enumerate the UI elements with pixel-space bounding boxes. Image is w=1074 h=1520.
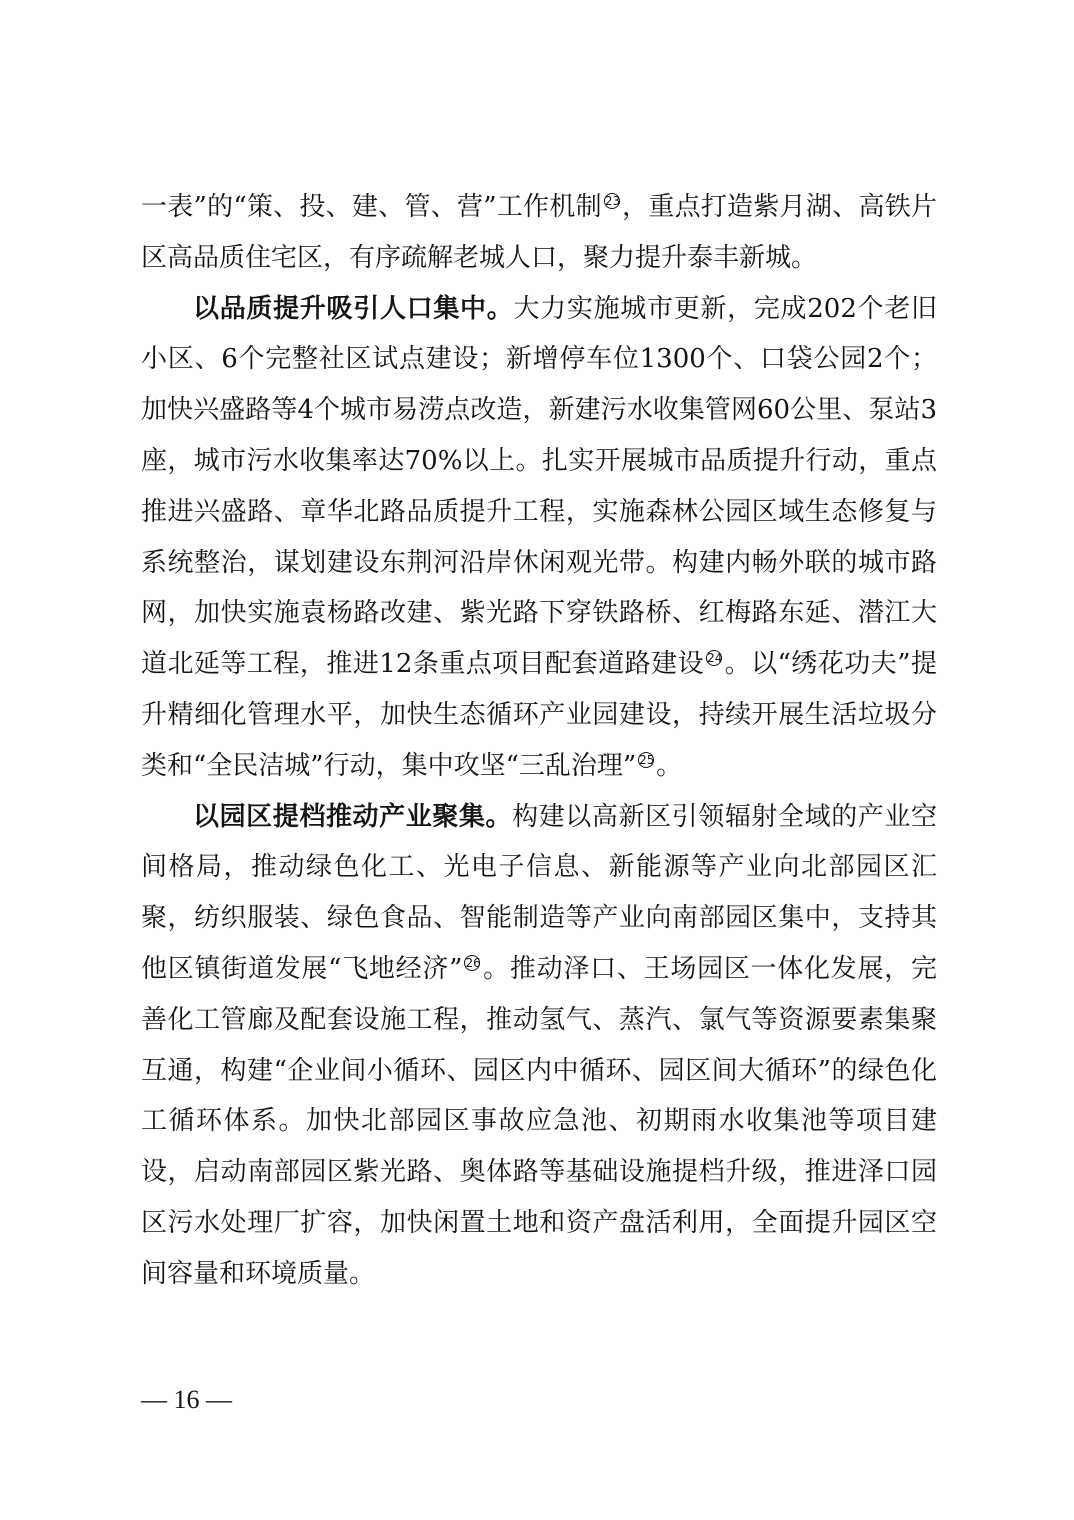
- paragraph-text: 大力实施城市更新，完成202个老旧小区、6个完整社区试点建设；新增停车位1300个、口袋公园2个；加快兴盛路等4个城市易涝点改造，新建污水收集管网60公里、泵站3座，城市污水收集率达70%以上。扎实开展城市品质提升行动，重点推进兴盛路、章华北路品质提升工程，实施森林公园区域生态修复与系统整治，谋划建设东荆河沿岸休闲观光带。构建内畅外联的城市路网，加快实施袁杨路改建、紫光路下穿铁路桥、红梅路东延、潜江大道北延等工程，推进12条重点项目配套道路建设: [141, 293, 937, 680]
- paragraph-text: 一表”的“策、投、建、管、营”工作机制: [141, 192, 602, 222]
- paragraph-urban-quality: [141, 284, 937, 792]
- paragraph-continued: [141, 182, 937, 284]
- footnote-marker: 23: [604, 194, 621, 208]
- paragraph-text: ，重点打造紫月湖、高铁片区高品质住宅区，有序疏解老城人口，聚力提升泰丰新城。: [141, 192, 937, 273]
- body-text: [141, 182, 937, 1300]
- paragraph-text: 构建以高新区引领辐射全域的产业空间格局，推动绿色化工、光电子信息、新能源等产业向北部园区汇聚，纺织服装、绿色食品、智能制造等产业向南部园区集中，支持其他区镇街道发展“飞地经济”: [141, 801, 937, 984]
- paragraph-text: 。: [656, 750, 683, 781]
- footnote-marker: 25: [639, 752, 655, 767]
- paragraph-text: 。以“绣花功夫”提升精细化管理水平，加快生态循环产业园建设，持续开展生活垃圾分类和“全民洁城”行动，集中攻坚“三乱治理”: [141, 649, 937, 781]
- footnote-marker: 24: [707, 651, 723, 666]
- footnote-marker: 26: [465, 955, 481, 970]
- page-number: — 16 —: [141, 1385, 232, 1414]
- paragraph-lead: 以园区提档推动产业聚集。: [193, 801, 513, 832]
- paragraph-industrial-parks: [141, 792, 937, 1300]
- paragraph-lead: 以品质提升吸引人口集中。: [193, 293, 514, 324]
- paragraph-text: 。推动泽口、王场园区一体化发展，完善化工管廊及配套设施工程，推动氢气、蒸汽、氯气等资源要素集聚互通，构建“企业间小循环、园区内中循环、园区间大循环”的绿色化工循环体系。加快北部园区事故应急池、初期雨水收集池等项目建设，启动南部园区紫光路、奥体路等基础设施提档升级，推进泽口园区污水处理厂扩容，加快闲置土地和资产盘活利用，全面提升园区空间容量和环境质量。: [141, 953, 937, 1289]
